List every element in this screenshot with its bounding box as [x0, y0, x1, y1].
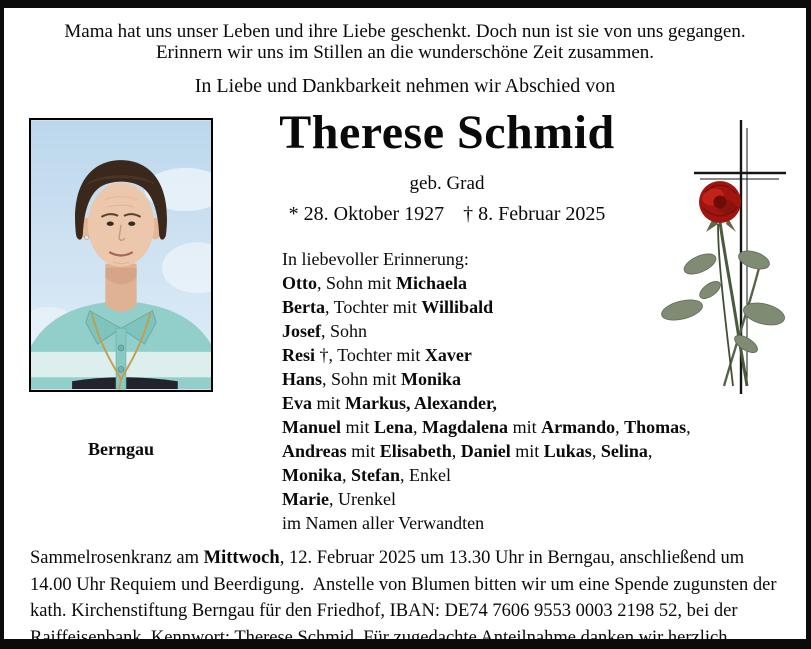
memorial-line — [282, 487, 662, 511]
bold-text: Willibald — [421, 297, 494, 317]
bold-text: Hans — [282, 369, 323, 389]
obituary-card — [4, 8, 806, 648]
death-date: † 8. Februar 2025 — [463, 203, 606, 225]
memorial-line — [282, 367, 662, 391]
memorial-verse-line2: Erinnern wir uns im Stillen an die wunderschöne Zeit zusammen. — [155, 42, 655, 63]
text: , — [647, 441, 653, 461]
memorial-section — [282, 247, 691, 535]
text: mit — [312, 393, 346, 413]
text: , Enkel — [400, 465, 452, 485]
memorial-line — [282, 463, 662, 487]
text: , Tochter mit — [324, 297, 422, 317]
bold-text: Monika — [401, 369, 462, 389]
memorial-verse-line1: Mama hat uns unser Leben und ihre Liebe geschenkt. Doch nun ist sie von uns gegangen. — [64, 21, 746, 42]
memorial-line — [282, 415, 691, 439]
text: , — [342, 465, 352, 485]
text: , — [615, 417, 625, 437]
memorial-line — [282, 271, 662, 295]
text: mit — [346, 441, 380, 461]
bold-text: Josef — [282, 321, 321, 341]
photo-caption-town: Berngau — [87, 439, 154, 459]
life-dates — [212, 203, 682, 226]
bold-text: Resi — [282, 345, 315, 365]
text: im Namen aller Verwandten — [282, 513, 485, 533]
memorial-heading: In liebevoller Erinnerung: — [282, 249, 469, 269]
text: , Urenkel — [328, 489, 396, 509]
name-block — [212, 104, 682, 162]
bold-text: Eva — [282, 393, 313, 413]
bold-text: Armando — [541, 417, 616, 437]
bold-text: Markus, Alexander, — [345, 393, 497, 413]
farewell-intro: In Liebe und Dankbarkeit nehmen wir Abschied von — [194, 75, 616, 97]
memorial-line — [282, 391, 662, 415]
portrait-illustration — [31, 120, 211, 390]
text: mit — [508, 417, 542, 437]
cross-rose-icon — [648, 112, 790, 398]
bold-text: Monika — [282, 465, 343, 485]
bold-text: Elisabeth — [379, 441, 452, 461]
text: †, Tochter mit — [315, 345, 425, 365]
memorial-line — [282, 439, 662, 463]
memorial-verse — [4, 21, 806, 63]
text: , Sohn — [321, 321, 368, 341]
bold-text: Otto — [282, 273, 317, 293]
bold-text: Manuel — [282, 417, 342, 437]
memorial-line — [282, 295, 662, 319]
bold-text: Daniel — [460, 441, 511, 461]
portrait-photo — [29, 118, 213, 392]
bold-text: Lukas — [543, 441, 592, 461]
text: , — [413, 417, 423, 437]
bold-text: Andreas — [282, 441, 347, 461]
text: , Sohn mit — [322, 369, 402, 389]
text: mit — [510, 441, 544, 461]
bold-text: Marie — [282, 489, 329, 509]
text: Sammelrosenkranz am — [30, 548, 204, 568]
text: mit — [341, 417, 375, 437]
maiden-name: geb. Grad — [409, 173, 485, 194]
text: , — [451, 441, 461, 461]
memorial-line — [282, 511, 662, 535]
text: , 12. Februar 2025 um 13.30 Uhr in Berngau, anschließend um 14.00 Uhr Requiem und Beerdigung. Anstelle von Blumen bitten wir um eine Spende zugunsten der kath. Kirchenstiftung Berngau für den Friedhof, IBAN: DE74 7606 9553 0003 2198 52, bei der Raiffeisenbank, Kennwort: Therese Schmid. Für zugedachte Anteilnahme danken wir herzlich. — [30, 548, 777, 648]
bold-text: Berta — [282, 297, 325, 317]
bold-text: Mittwoch — [203, 548, 280, 568]
memorial-family-list — [282, 271, 691, 535]
bold-text: Xaver — [424, 345, 472, 365]
bold-text: Stefan — [351, 465, 401, 485]
text: , Sohn mit — [317, 273, 397, 293]
bold-text: Magdalena — [422, 417, 509, 437]
text: , — [591, 441, 601, 461]
text: , — [686, 417, 691, 437]
bold-text: Lena — [374, 417, 414, 437]
bold-text: Selina — [600, 441, 648, 461]
bold-text: Michaela — [396, 273, 467, 293]
memorial-line — [282, 343, 662, 367]
memorial-line — [282, 319, 662, 343]
deceased-name: Therese Schmid — [279, 106, 615, 159]
bold-text: Thomas — [624, 417, 687, 437]
funeral-details-paragraph — [30, 545, 787, 649]
birth-date: * 28. Oktober 1927 — [288, 203, 445, 225]
rose-cross-image — [648, 112, 790, 398]
